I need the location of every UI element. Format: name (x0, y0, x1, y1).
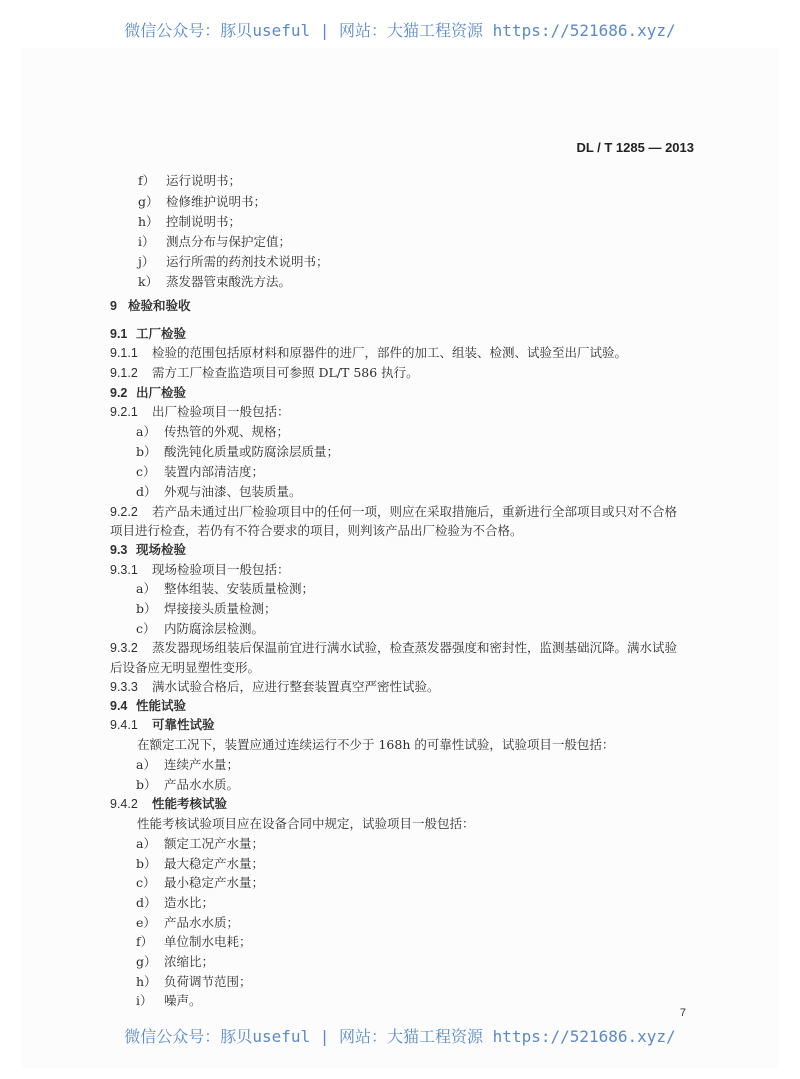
watermark-separator: | (310, 1027, 340, 1046)
list-item: c） 最小稳定产水量； (136, 875, 265, 890)
list-item: f） 单位制水电耗； (136, 934, 252, 949)
section-heading-9: 9 检验和验收 (110, 299, 191, 313)
section-heading-9-4-2: 9.4.2 性能考核试验 (110, 797, 228, 811)
watermark-prefix: 微信公众号：豚贝 (124, 1027, 253, 1046)
list-item: g） 浓缩比； (136, 954, 215, 969)
list-item: d） 外观与油漆、包装质量。 (136, 484, 302, 499)
paragraph-9-1-1: 9.1.1 检验的范围包括原材料和原器件的进厂，部件的加工、组装、检测、试验至出厂试验。 (110, 345, 628, 360)
section-heading-9-4-1: 9.4.1 可靠性试验 (110, 718, 215, 732)
watermark-prefix: 微信公众号：豚贝 (124, 21, 253, 40)
paragraph-9-4-1: 在额定工况下，装置应通过连续运行不少于 168h 的可靠性试验，试验项目一般包括： (137, 737, 615, 752)
section-heading-9-3: 9.3 现场检验 (110, 543, 187, 557)
watermark-top (0, 18, 800, 41)
list-item: a） 传热管的外观、规格； (136, 424, 290, 439)
watermark-url[interactable]: https://521686.xyz/ (483, 1027, 676, 1046)
list-item: d） 造水比； (136, 895, 215, 910)
list-item: c） 内防腐涂层检测。 (136, 621, 265, 636)
list-item: a） 整体组装、安装质量检测； (136, 581, 315, 596)
paragraph-9-3-3: 9.3.3 满水试验合格后，应进行整套装置真空严密性试验。 (110, 679, 440, 694)
list-item: h） 负荷调节范围； (136, 974, 252, 989)
page-number: 7 (679, 1007, 686, 1019)
list-item: f） 运行说明书； (138, 173, 242, 188)
list-item: k） 蒸发器管束酸洗方法。 (138, 274, 292, 289)
list-item: b） 酸洗钝化质量或防腐涂层质量； (136, 444, 340, 459)
watermark-handle: useful (252, 21, 311, 40)
section-heading-9-4: 9.4 性能试验 (110, 699, 187, 713)
list-item: a） 连续产水量； (136, 757, 240, 772)
list-item: b） 最大稳定产水量； (136, 856, 265, 871)
list-item: i） 测点分布与保护定值； (138, 234, 292, 249)
watermark-site-label: 网站：大猫工程资源 (339, 1027, 484, 1046)
section-heading-9-2: 9.2 出厂检验 (110, 386, 187, 400)
list-item: a） 额定工况产水量； (136, 836, 265, 851)
list-item: b） 产品水水质。 (136, 777, 240, 792)
paragraph-9-3-2: 9.3.2 蒸发器现场组装后保温前宜进行满水试验，检查蒸发器强度和密封性，监测基础沉降。满水试验 (110, 640, 678, 655)
list-item: b） 焊接接头质量检测； (136, 601, 277, 616)
watermark-url[interactable]: https://521686.xyz/ (483, 21, 676, 40)
watermark-handle: useful (252, 1027, 311, 1046)
standard-code: DL / T 1285 — 2013 (576, 140, 694, 155)
section-heading-9-1: 9.1 工厂检验 (110, 327, 187, 341)
watermark-bottom (0, 1024, 800, 1047)
paragraph-9-2-1: 9.2.1 出厂检验项目一般包括： (110, 404, 290, 419)
paragraph-9-4-2: 性能考核试验项目应在设备合同中规定，试验项目一般包括： (137, 816, 475, 831)
paragraph-9-2-2: 9.2.2 若产品未通过出厂检验项目中的任何一项，则应在采取措施后，重新进行全部项目或只对不合格 (110, 504, 678, 519)
watermark-separator: | (310, 21, 340, 40)
paragraph-9-3-1: 9.3.1 现场检验项目一般包括： (110, 562, 290, 577)
paragraph-9-1-2: 9.1.2 需方工厂检查监造项目可参照 DL/T 586 执行。 (110, 365, 419, 380)
list-item: e） 产品水水质； (136, 915, 240, 930)
list-item: c） 装置内部清洁度； (136, 464, 265, 479)
list-item: g） 检修维护说明书； (138, 194, 267, 209)
list-item: h） 控制说明书； (138, 214, 242, 229)
list-item: i） 噪声。 (136, 993, 202, 1008)
watermark-site-label: 网站：大猫工程资源 (339, 21, 484, 40)
paragraph-9-2-2-cont: 项目进行检查，若仍有不符合要求的项目，则判该产品出厂检验为不合格。 (110, 523, 523, 538)
list-item: j） 运行所需的药剂技术说明书； (138, 254, 329, 269)
paragraph-9-3-2-cont: 后设备应无明显塑性变形。 (110, 660, 261, 675)
